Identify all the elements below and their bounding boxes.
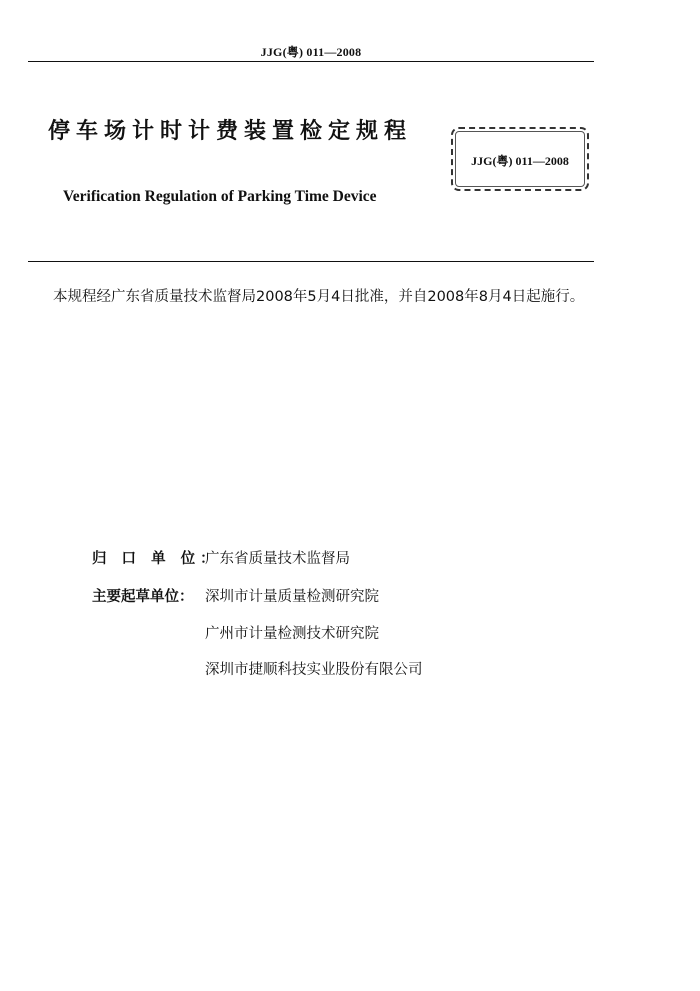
document-title-english: Verification Regulation of Parking Time Device bbox=[63, 188, 377, 205]
header-rule bbox=[28, 61, 594, 62]
approval-statement: 本规程经广东省质量技术监督局2008年5月4日批准，并自2008年8月4日起施行。 bbox=[53, 289, 585, 305]
drafting-unit-row bbox=[92, 622, 379, 643]
drafting-unit-1: 深圳市计量质量检测研究院 bbox=[205, 589, 379, 605]
responsible-unit-row bbox=[92, 547, 350, 568]
drafting-unit-row bbox=[92, 658, 423, 679]
drafting-unit-2: 广州市计量检测技术研究院 bbox=[205, 626, 379, 642]
running-header-code: JJG(粤) 011—2008 bbox=[260, 45, 362, 59]
drafting-unit-row bbox=[92, 585, 379, 606]
section-rule bbox=[28, 261, 594, 262]
standard-code-box bbox=[451, 127, 589, 191]
drafting-unit-label: 主要起草单位： bbox=[92, 589, 194, 605]
responsible-unit-value: 广东省质量技术监督局 bbox=[205, 551, 350, 567]
document-title-chinese: 停车场计时计费装置检定规程 bbox=[48, 119, 413, 144]
standard-code: JJG(粤) 011—2008 bbox=[471, 154, 569, 168]
drafting-unit-3: 深圳市捷顺科技实业股份有限公司 bbox=[205, 662, 423, 678]
responsible-unit-label: 归 口 单 位： bbox=[92, 551, 220, 567]
